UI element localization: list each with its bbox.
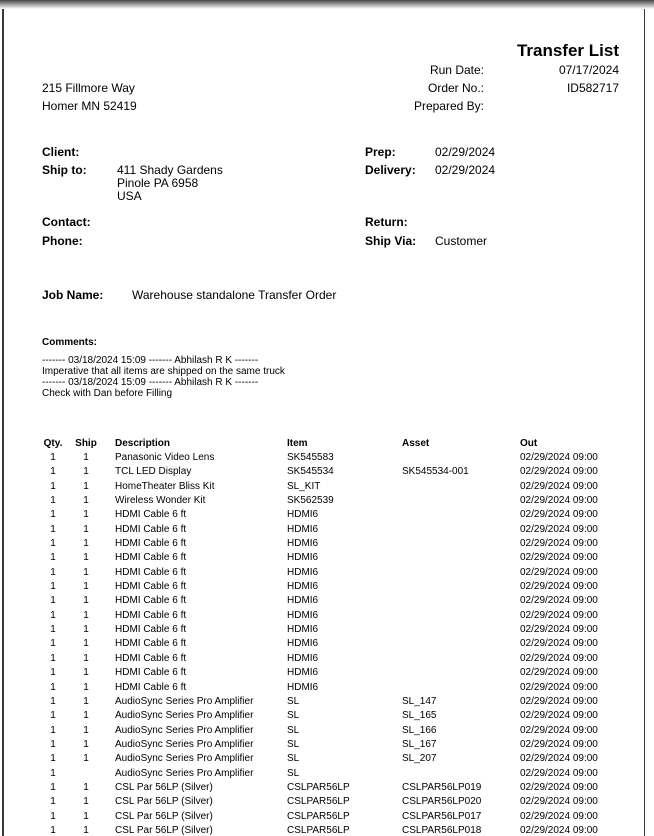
cell-description: CSL Par 56LP (Silver) (115, 781, 213, 793)
order-no-label: Order No.: (427, 81, 484, 95)
table-row (38, 752, 638, 766)
cell-description: HDMI Cable 6 ft (115, 538, 187, 550)
cell-ship: 1 (83, 495, 89, 507)
cell-qty: 1 (50, 538, 56, 550)
cell-description: HomeTheater Bliss Kit (115, 480, 215, 492)
cell-item: HDMI6 (287, 638, 319, 650)
cell-ship: 1 (83, 681, 89, 693)
cell-description: AudioSync Series Pro Amplifier (115, 738, 254, 750)
cell-qty: 1 (50, 753, 56, 765)
cell-item: SK562539 (287, 495, 334, 507)
cell-ship: 1 (83, 796, 89, 808)
cell-out: 02/29/2024 09:00 (520, 681, 598, 693)
table-row (38, 480, 638, 494)
cell-out: 02/29/2024 09:00 (520, 552, 598, 564)
cell-ship: 1 (83, 552, 89, 564)
cell-asset (391, 523, 509, 537)
cell-out: 02/29/2024 09:00 (520, 609, 598, 621)
cell-asset: SL_167 (402, 738, 437, 750)
cell-asset (391, 666, 509, 680)
cell-qty: 1 (50, 810, 56, 822)
cell-description: Wireless Wonder Kit (115, 495, 206, 507)
cell-description: Panasonic Video Lens (115, 452, 215, 463)
cell-ship: 1 (83, 824, 89, 836)
table-row (38, 594, 638, 608)
cell-qty: 1 (50, 738, 56, 750)
cell-asset: SL_207 (402, 753, 437, 765)
cell-qty: 1 (50, 495, 56, 507)
cell-qty: 1 (50, 452, 56, 463)
cell-description: HDMI Cable 6 ft (115, 523, 187, 535)
run-date-label: Run Date: (429, 63, 484, 77)
table-row (38, 580, 638, 594)
cell-out: 02/29/2024 09:00 (520, 796, 598, 808)
cell-asset (391, 623, 509, 637)
prep-date: 02/29/2024 (435, 145, 496, 159)
table-row (38, 451, 638, 465)
prep-label: Prep: (365, 145, 396, 159)
cell-qty: 1 (50, 824, 56, 836)
cell-description: AudioSync Series Pro Amplifier (115, 767, 254, 779)
cell-ship: 1 (83, 695, 89, 707)
cell-out: 02/29/2024 09:00 (520, 566, 598, 578)
cell-asset (391, 566, 509, 580)
cell-out: 02/29/2024 09:00 (520, 667, 598, 679)
cell-asset: CSLPAR56LP018 (402, 824, 482, 836)
cell-item: SL (287, 724, 300, 736)
cell-qty: 1 (50, 466, 56, 478)
cell-out: 02/29/2024 09:00 (520, 466, 598, 478)
cell-asset (391, 494, 509, 508)
col-header-qty: Qty. (43, 438, 63, 449)
client-label: Client: (42, 145, 80, 159)
cell-item: HDMI6 (287, 566, 319, 578)
cell-asset: CSLPAR56LP020 (402, 796, 482, 808)
cell-out: 02/29/2024 09:00 (520, 538, 598, 550)
top-edge-shadow (0, 0, 654, 9)
cell-out: 02/29/2024 09:00 (520, 638, 598, 650)
cell-out: 02/29/2024 09:00 (520, 724, 598, 736)
cell-asset: CSLPAR56LP017 (402, 810, 482, 822)
cell-item: SK545583 (287, 452, 334, 463)
cell-qty: 1 (50, 767, 56, 779)
items-header-row (38, 437, 638, 451)
cell-asset: SL_166 (402, 724, 437, 736)
cell-description: TCL LED Display (115, 466, 192, 478)
col-header-ship: Ship (75, 438, 97, 449)
cell-description: AudioSync Series Pro Amplifier (115, 753, 254, 765)
cell-ship: 1 (83, 480, 89, 492)
cell-ship: 1 (83, 609, 89, 621)
cell-asset (391, 451, 509, 465)
cell-ship: 1 (83, 710, 89, 722)
table-row (38, 767, 638, 781)
cell-asset (391, 767, 509, 781)
cell-out: 02/29/2024 09:00 (520, 695, 598, 707)
table-row (38, 709, 638, 723)
company-address-line1: 215 Fillmore Way (42, 81, 135, 95)
table-row (38, 609, 638, 623)
ship-via-value: Customer (435, 234, 488, 248)
delivery-label: Delivery: (365, 163, 416, 177)
cell-item: HDMI6 (287, 609, 319, 621)
cell-item: SL (287, 738, 300, 750)
cell-ship: 1 (83, 538, 89, 550)
cell-ship: 1 (83, 652, 89, 664)
cell-description: AudioSync Series Pro Amplifier (115, 695, 254, 707)
cell-asset (391, 594, 509, 608)
cell-description: CSL Par 56LP (Silver) (115, 810, 213, 822)
cell-item: SL_KIT (287, 480, 321, 492)
prepared-by-label: Prepared By: (413, 99, 484, 113)
cell-out: 02/29/2024 09:00 (520, 710, 598, 722)
cell-asset (391, 681, 509, 695)
table-row (38, 681, 638, 695)
cell-item: HDMI6 (287, 538, 319, 550)
run-date-value: 07/17/2024 (558, 63, 619, 77)
comment-line: Imperative that all items are shipped on the same truck (42, 366, 285, 377)
table-row (38, 695, 638, 709)
cell-qty: 1 (50, 695, 56, 707)
cell-asset: SL_147 (402, 695, 437, 707)
cell-qty: 1 (50, 638, 56, 650)
cell-ship: 1 (83, 638, 89, 650)
cell-asset (391, 480, 509, 494)
contact-label: Contact: (42, 215, 91, 229)
comment-line: ------- 03/18/2024 15:09 ------- Abhilash R K ------- (42, 355, 259, 366)
phone-label: Phone: (42, 234, 83, 248)
cell-out: 02/29/2024 09:00 (520, 652, 598, 664)
cell-qty: 1 (50, 781, 56, 793)
col-header-item: Item (287, 438, 308, 449)
items-table (38, 437, 638, 836)
ship-to-line1: 411 Shady Gardens (117, 163, 223, 177)
delivery-date: 02/29/2024 (435, 163, 496, 177)
cell-qty: 1 (50, 581, 56, 593)
cell-item: HDMI6 (287, 552, 319, 564)
table-row (38, 637, 638, 651)
table-row (38, 781, 638, 795)
cell-out: 02/29/2024 09:00 (520, 810, 598, 822)
cell-ship: 1 (83, 781, 89, 793)
cell-description: HDMI Cable 6 ft (115, 566, 187, 578)
cell-item: HDMI6 (287, 624, 319, 636)
table-row (38, 523, 638, 537)
cell-item: CSLPAR56LP (287, 796, 350, 808)
cell-description: HDMI Cable 6 ft (115, 681, 187, 693)
table-row (38, 824, 638, 836)
cell-description: AudioSync Series Pro Amplifier (115, 710, 254, 722)
cell-qty: 1 (50, 523, 56, 535)
cell-out: 02/29/2024 09:00 (520, 452, 598, 463)
cell-ship: 1 (83, 466, 89, 478)
cell-description: HDMI Cable 6 ft (115, 667, 187, 679)
cell-qty: 1 (50, 796, 56, 808)
cell-qty: 1 (50, 667, 56, 679)
table-row (38, 795, 638, 809)
cell-item: CSLPAR56LP (287, 810, 350, 822)
cell-item: CSLPAR56LP (287, 824, 350, 836)
table-row (38, 566, 638, 580)
cell-ship: 1 (83, 667, 89, 679)
table-row (38, 666, 638, 680)
cell-qty: 1 (50, 595, 56, 607)
cell-description: HDMI Cable 6 ft (115, 624, 187, 636)
cell-asset: SL_165 (402, 710, 437, 722)
cell-out: 02/29/2024 09:00 (520, 480, 598, 492)
cell-item: HDMI6 (287, 581, 319, 593)
cell-ship: 1 (83, 509, 89, 521)
cell-qty: 1 (50, 710, 56, 722)
page-title: Transfer List (516, 41, 619, 60)
company-address-line2: Homer MN 52419 (42, 99, 137, 113)
cell-asset (391, 508, 509, 522)
cell-ship: 1 (83, 595, 89, 607)
cell-qty: 1 (50, 724, 56, 736)
cell-description: CSL Par 56LP (Silver) (115, 824, 213, 836)
cell-description: HDMI Cable 6 ft (115, 581, 187, 593)
table-row (38, 652, 638, 666)
cell-ship: 1 (83, 753, 89, 765)
cell-qty: 1 (50, 681, 56, 693)
cell-qty: 1 (50, 609, 56, 621)
report-page (2, 0, 645, 836)
cell-out: 02/29/2024 09:00 (520, 738, 598, 750)
cell-description: HDMI Cable 6 ft (115, 552, 187, 564)
cell-asset (391, 580, 509, 594)
table-row (38, 465, 638, 479)
cell-item: SL (287, 710, 300, 722)
cell-asset (391, 652, 509, 666)
cell-out: 02/29/2024 09:00 (520, 495, 598, 507)
cell-description: HDMI Cable 6 ft (115, 595, 187, 607)
cell-item: CSLPAR56LP (287, 781, 350, 793)
cell-asset: SK545534-001 (402, 466, 469, 478)
cell-ship: 1 (83, 724, 89, 736)
cell-description: AudioSync Series Pro Amplifier (115, 724, 254, 736)
cell-item: HDMI6 (287, 681, 319, 693)
cell-description: CSL Par 56LP (Silver) (115, 796, 213, 808)
cell-out: 02/29/2024 09:00 (520, 824, 598, 836)
cell-qty: 1 (50, 552, 56, 564)
job-name-label: Job Name: (42, 288, 104, 302)
cell-description: HDMI Cable 6 ft (115, 638, 187, 650)
cell-item: HDMI6 (287, 595, 319, 607)
cell-qty: 1 (50, 624, 56, 636)
cell-out: 02/29/2024 09:00 (520, 624, 598, 636)
table-row (38, 623, 638, 637)
ship-to-line3: USA (117, 189, 142, 203)
table-row (38, 738, 638, 752)
cell-out: 02/29/2024 09:00 (520, 753, 598, 765)
cell-asset: CSLPAR56LP019 (402, 781, 482, 793)
cell-item: HDMI6 (287, 523, 319, 535)
cell-ship: 1 (83, 452, 89, 463)
cell-ship (68, 767, 104, 781)
comments-label: Comments: (42, 337, 98, 348)
cell-description: HDMI Cable 6 ft (115, 652, 187, 664)
cell-item: SL (287, 753, 300, 765)
ship-to-line2: Pinole PA 6958 (117, 176, 199, 190)
col-header-description: Description (115, 438, 171, 449)
cell-description: HDMI Cable 6 ft (115, 509, 187, 521)
cell-asset (391, 551, 509, 565)
cell-asset (391, 609, 509, 623)
col-header-asset: Asset (402, 438, 430, 449)
cell-out: 02/29/2024 09:00 (520, 509, 598, 521)
comment-line: Check with Dan before Filling (42, 388, 173, 399)
cell-ship: 1 (83, 566, 89, 578)
table-row (38, 724, 638, 738)
cell-ship: 1 (83, 738, 89, 750)
cell-qty: 1 (50, 566, 56, 578)
cell-out: 02/29/2024 09:00 (520, 595, 598, 607)
col-header-out: Out (520, 438, 538, 449)
job-name-value: Warehouse standalone Transfer Order (132, 288, 337, 302)
cell-out: 02/29/2024 09:00 (520, 781, 598, 793)
comment-line: ------- 03/18/2024 15:09 ------- Abhilash R K ------- (42, 377, 259, 388)
table-row (38, 537, 638, 551)
cell-qty: 1 (50, 652, 56, 664)
table-row (38, 551, 638, 565)
cell-qty: 1 (50, 509, 56, 521)
ship-via-label: Ship Via: (365, 234, 417, 248)
cell-ship: 1 (83, 581, 89, 593)
table-row (38, 508, 638, 522)
table-row (38, 810, 638, 824)
table-row (38, 494, 638, 508)
cell-out: 02/29/2024 09:00 (520, 767, 598, 779)
cell-asset (391, 637, 509, 651)
cell-item: SL (287, 695, 300, 707)
cell-item: HDMI6 (287, 667, 319, 679)
order-no-value: ID582717 (566, 81, 619, 95)
cell-description: HDMI Cable 6 ft (115, 609, 187, 621)
cell-asset (391, 537, 509, 551)
return-label: Return: (365, 215, 408, 229)
cell-item: SK545534 (287, 466, 334, 478)
cell-out: 02/29/2024 09:00 (520, 581, 598, 593)
cell-item: HDMI6 (287, 652, 319, 664)
cell-ship: 1 (83, 523, 89, 535)
items-body (38, 451, 638, 836)
cell-ship: 1 (83, 624, 89, 636)
cell-item: SL (287, 767, 300, 779)
cell-ship: 1 (83, 810, 89, 822)
ship-to-label: Ship to: (42, 163, 87, 177)
cell-item: HDMI6 (287, 509, 319, 521)
cell-out: 02/29/2024 09:00 (520, 523, 598, 535)
cell-qty: 1 (50, 480, 56, 492)
